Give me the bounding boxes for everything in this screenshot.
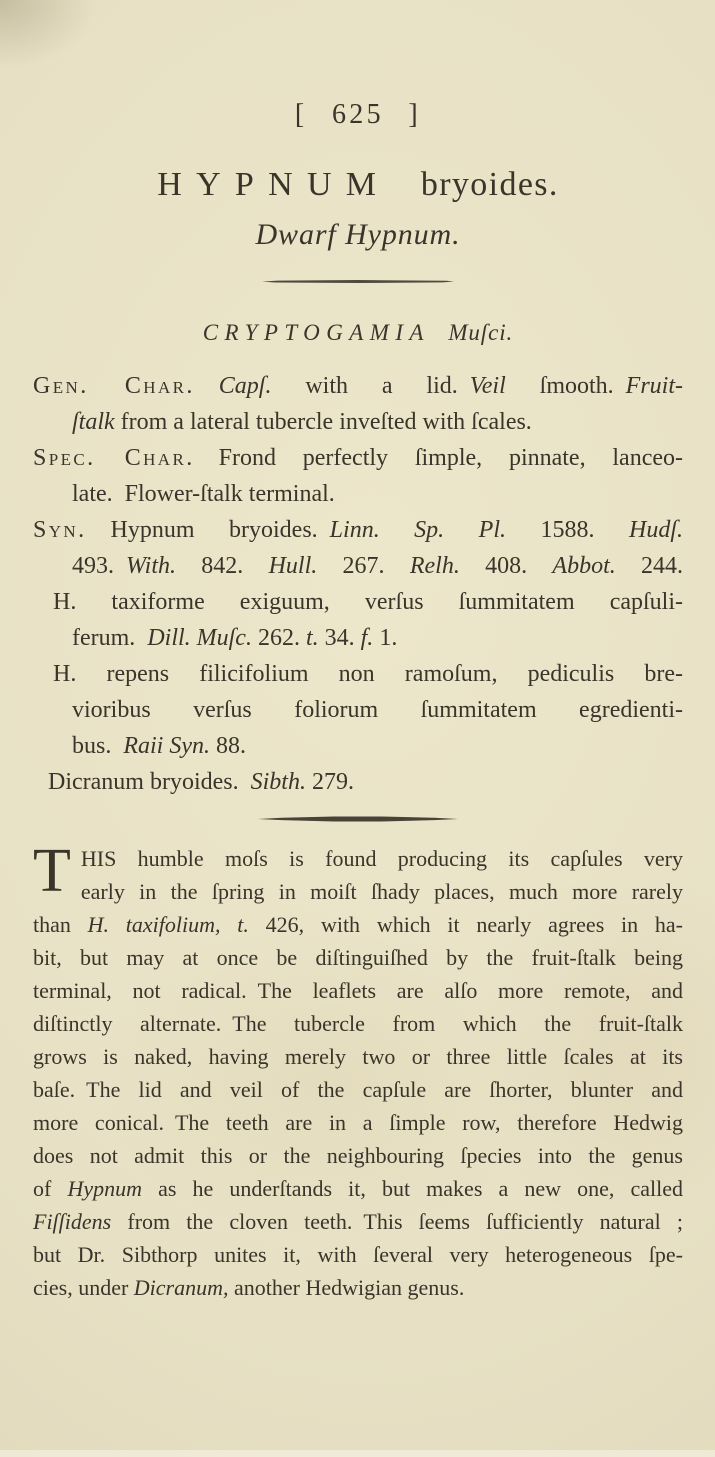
generic-character-entry	[33, 368, 683, 440]
common-name-subtitle: Dwarf Hypnum.	[255, 218, 461, 251]
text-line: Spec. Char. Frond perfectly ſimple, pinnate, lanceo-	[33, 445, 683, 471]
text-line: grows is naked, having merely two or three little ſcales at its	[33, 1044, 683, 1069]
text-line: Syn. Hypnum bryoides. Linn. Sp. Pl. 1588. Hudſ.	[33, 517, 684, 543]
synopsis-section	[33, 368, 683, 800]
description-text	[33, 837, 683, 1304]
order-name: Muſci.	[448, 320, 514, 345]
text-line: does not admit this or the neighbouring ſpecies into the genus	[33, 1143, 683, 1168]
synonym-taxiforme-entry	[33, 584, 683, 656]
text-line: more conical. The teeth are in a ſimple row, therefore Hedwig	[33, 1110, 683, 1135]
text-line: but Dr. Sibthorp unites it, with ſeveral very heterogeneous ſpe-	[33, 1242, 683, 1267]
text-line: early in the ſpring in moiſt ſhady places, much more rarely	[80, 879, 683, 904]
text-line: 493. With. 842. Hull. 267. Relh. 408. Abbot. 244.	[72, 553, 684, 579]
species-title	[33, 166, 683, 204]
synonym-dicranum-entry	[33, 764, 683, 800]
text-line: bit, but may at once be diſtinguiſhed by the fruit-ſtalk being	[33, 945, 683, 970]
classification-heading	[33, 319, 683, 346]
swelled-rule-divider	[258, 816, 458, 822]
synonym-repens-entry	[33, 656, 683, 764]
text-line: than H. taxifolium, t. 426, with which it nearly agrees in ha-	[33, 912, 683, 937]
genus-name: HYPNUM	[157, 166, 391, 203]
text-line: H. repens filicifolium non ramoſum, pediculis bre-	[53, 661, 683, 687]
text-line: Fiſſidens from the cloven teeth. This ſeems ſufficiently natural ;	[33, 1209, 683, 1234]
text-line: H. taxiforme exiguum, verſus ſummitatem capſuli-	[53, 589, 683, 615]
text-line: baſe. The lid and veil of the capſule are ſhorter, blunter and	[33, 1077, 683, 1102]
text-line: of Hypnum as he underſtands it, but makes a new one, called	[33, 1176, 683, 1201]
text-line: ſtalk from a lateral tubercle inveſted with ſcales.	[72, 409, 532, 435]
species-epithet: bryoides.	[420, 166, 559, 203]
synonyms-entry	[33, 512, 683, 584]
text-line: diſtinctly alternate. The tubercle from which the fruit-ſtalk	[33, 1011, 683, 1036]
text-line: Dicranum bryoides. Sibth. 279.	[48, 769, 354, 795]
text-line: bus. Raii Syn. 88.	[72, 733, 246, 759]
description-paragraph	[33, 837, 683, 1304]
class-name: CRYPTOGAMIA	[202, 320, 430, 345]
page-number: [ 625 ]	[294, 99, 422, 130]
text-line: late. Flower-ſtalk terminal.	[72, 481, 335, 507]
text-line: vioribus verſus foliorum ſummitatem egredienti-	[72, 697, 683, 723]
text-line: cies, under Dicranum, another Hedwigian genus.	[33, 1275, 465, 1300]
drop-cap-letter: T	[33, 837, 71, 905]
text-line: terminal, not radical. The leaflets are alſo more remote, and	[33, 978, 683, 1003]
text-line: Gen. Char. Capſ. with a lid. Veil ſmooth. Fruit-	[33, 373, 683, 399]
text-line: ferum. Dill. Muſc. 262. t. 34. f. 1.	[72, 625, 398, 651]
specific-character-entry	[33, 440, 683, 512]
text-line: HIS humble moſs is found producing its capſules very	[80, 846, 683, 871]
tapered-rule-divider	[262, 280, 454, 283]
